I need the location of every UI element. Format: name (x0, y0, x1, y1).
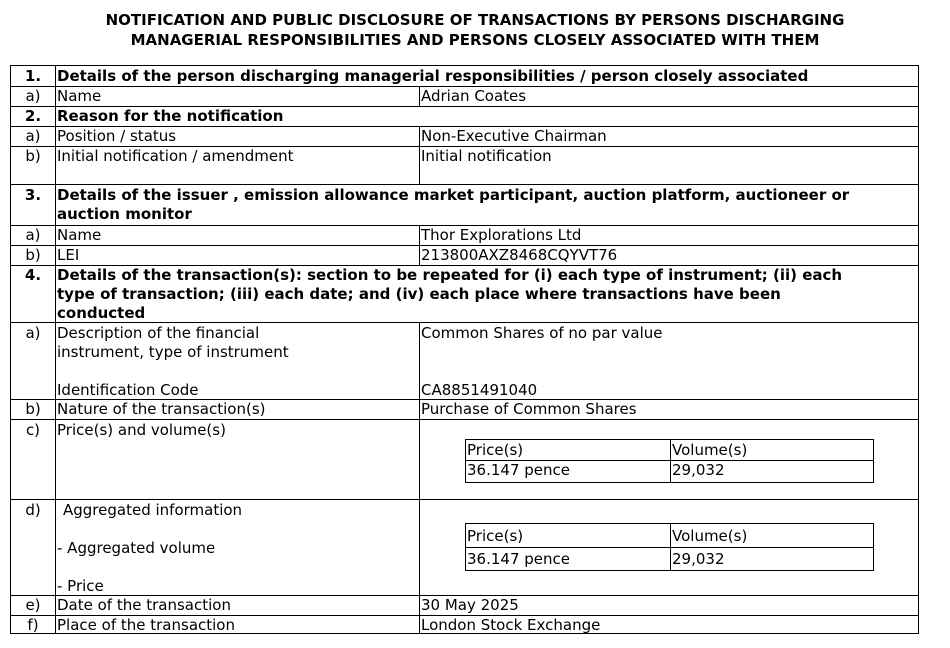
row-2a-value: Non-Executive Chairman (421, 127, 607, 145)
row-1a-label: Name (57, 87, 102, 105)
section-4-heading-line-3: conducted (57, 304, 146, 322)
price-cell: 36.147 pence (467, 550, 570, 568)
column-divider (419, 225, 420, 265)
column-divider (419, 86, 420, 106)
row-3a-letter: a) (25, 226, 41, 244)
row-3b-value: 213800AXZ8468CQYVT76 (421, 246, 618, 264)
price-column-header: Price(s) (467, 527, 524, 545)
row-3b-label: LEI (57, 246, 80, 264)
row-4f-letter: f) (27, 616, 39, 634)
row-4d-aggregated-volume-label: - Aggregated volume (57, 539, 216, 557)
row-4b-value: Purchase of Common Shares (421, 400, 637, 418)
row-4a-label-line-1: Description of the financial (57, 324, 260, 342)
section-4-heading-line-1: Details of the transaction(s): section to be repeated for (i) each type of instrument; (ii) each (57, 266, 843, 284)
document-title (0, 11, 950, 50)
row-2b-label: Initial notification / amendment (57, 147, 294, 165)
volume-cell: 29,032 (672, 550, 725, 568)
row-4a-id-value: CA8851491040 (421, 381, 538, 399)
column-divider (419, 322, 420, 634)
section-1-heading: Details of the person discharging managerial responsibilities / person closely associated (57, 67, 809, 85)
row-2a-letter: a) (25, 127, 41, 145)
row-3a-value: Thor Explorations Ltd (421, 226, 582, 244)
row-4a-letter: a) (25, 324, 41, 342)
section-2-number: 2. (24, 107, 42, 125)
row-4f-value: London Stock Exchange (421, 616, 601, 634)
row-1a-letter: a) (25, 87, 41, 105)
row-4d-price-label: - Price (57, 577, 104, 595)
row-3a-label: Name (57, 226, 102, 244)
disclosure-form (10, 65, 919, 634)
row-4c-letter: c) (25, 421, 41, 439)
row-4a-id-label: Identification Code (57, 381, 199, 399)
row-4f-label: Place of the transaction (57, 616, 235, 634)
row-2b-value: Initial notification (421, 147, 552, 165)
row-2b-letter: b) (25, 147, 41, 165)
column-divider (55, 66, 56, 634)
volume-cell: 29,032 (672, 461, 725, 479)
aggregated-table (465, 523, 874, 571)
section-4-heading-line-2: type of transaction; (iii) each date; and (iv) each place where transactions have been (57, 285, 781, 303)
row-4b-label: Nature of the transaction(s) (57, 400, 266, 418)
row-4e-letter: e) (25, 596, 41, 614)
row-4d-letter: d) (25, 501, 41, 519)
row-4a-label-line-2: instrument, type of instrument (57, 343, 289, 361)
price-cell: 36.147 pence (467, 461, 570, 479)
row-divider (11, 419, 918, 420)
section-2-heading: Reason for the notification (57, 107, 284, 125)
row-4b-letter: b) (25, 400, 41, 418)
row-divider (11, 322, 918, 323)
column-divider (419, 126, 420, 184)
row-4c-label: Price(s) and volume(s) (57, 421, 226, 439)
section-4-number: 4. (24, 266, 42, 284)
row-3b-letter: b) (25, 246, 41, 264)
title-line-2: MANAGERIAL RESPONSIBILITIES AND PERSONS CLOSELY ASSOCIATED WITH THEM (130, 30, 820, 49)
price-column-header: Price(s) (467, 441, 524, 459)
row-4a-value: Common Shares of no par value (421, 324, 663, 342)
section-3-heading-line-1: Details of the issuer , emission allowance market participant, auction platform, auctioneer or (57, 186, 850, 204)
column-divider (670, 524, 671, 570)
row-4e-label: Date of the transaction (57, 596, 231, 614)
row-4e-value: 30 May 2025 (421, 596, 519, 614)
row-4d-label: Aggregated information (63, 501, 243, 519)
price-volume-table (465, 439, 874, 483)
row-divider (11, 184, 918, 185)
volume-column-header: Volume(s) (672, 527, 748, 545)
section-3-number: 3. (24, 186, 42, 204)
row-2a-label: Position / status (57, 127, 177, 145)
section-1-number: 1. (24, 67, 42, 85)
column-divider (670, 440, 671, 482)
row-divider (11, 499, 918, 500)
section-3-heading-line-2: auction monitor (57, 205, 192, 223)
title-line-1: NOTIFICATION AND PUBLIC DISCLOSURE OF TRANSACTIONS BY PERSONS DISCHARGING (105, 11, 845, 29)
volume-column-header: Volume(s) (672, 441, 748, 459)
row-1a-value: Adrian Coates (421, 87, 527, 105)
